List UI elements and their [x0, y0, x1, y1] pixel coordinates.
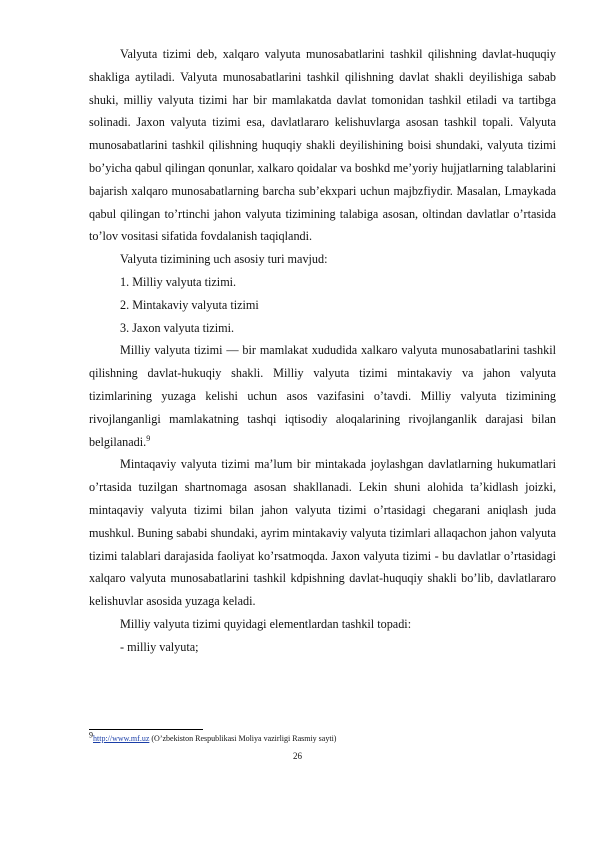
footnote-link[interactable]: http://www.mf.uz	[93, 734, 150, 743]
page-body	[89, 43, 556, 659]
footnote	[89, 730, 556, 744]
footnote-text: (O’zbekiston Respublikasi Moliya vazirligi Rasmiy sayti)	[149, 734, 337, 743]
paragraph-definition: Valyuta tizimi deb, xalqaro valyuta munosabatlarini tashkil qilishning davlat-huquqiy shakliga aytiladi. Valyuta munosabatlarini tashkil qilishning davlat shakli deyilishiga sabab shuki, milliy valyuta tizimi har bir mamlakatda davlat tomonidan tashkil etiladi va tartibga solinadi. Jaxon valyuta tizimi esa, davlatlararo kelishuvlarga asosan tashkil topali. Valyuta munosabatlarini tashkil qilishning huquqiy shakli deyilishining boisi shundaki, valyuta tizimi bo’yicha qabul qilingan qonunlar, xalkaro qoidalar va boshkd me’yoriy hujjatlarning talablarini bajarish xalqaro munosabatlarning barcha sub’ekxpari uchun majbzfiydir. Masalan, Lmaykada qabul qilingan to’rtinchi jahon valyuta tizimining talabiga asosan, oltindan davlatlar o’rtasida to’lov vositasi sifatida fovdalanish taqiqlandi.	[89, 47, 556, 244]
paragraph-national-text: Milliy valyuta tizimi — bir mamlakat xududida xalkaro valyuta munosabatlarini tashkil qilishning davlat-hukuqiy shakli. Milliy valyuta tizimi mintakaviy va jahon valyuta tizimlarining yuzaga kelishi uchun asos vazifasini o’tavdi. Milliy valyuta tizimining rivojlanganligi mamlakatning tashqi iqtisodiy aloqalarining rivojlanganlik darajasi bilan belgilanadi.	[89, 343, 556, 449]
paragraph-types-intro: Valyuta tizimining uch asosiy turi mavjud:	[120, 252, 328, 267]
paragraph-elements-intro: Milliy valyuta tizimi quyidagi elementlardan tashkil topadi:	[120, 616, 412, 631]
list-item-2: 2. Mintakaviy valyuta tizimi	[120, 297, 259, 312]
footnote-reference[interactable]: 9	[146, 433, 151, 443]
list-item-national-currency: - milliy valyuta;	[120, 639, 199, 654]
page-number: 26	[293, 751, 302, 761]
paragraph-regional-system: Mintaqaviy valyuta tizimi ma’lum bir mintakada joylashgan davlatlarning hukumatlari o’rtasida tuzilgan shartnomaga asosan shakllanadi. Lekin shuni alohida ta’kidlash joizki, mintaqaviy valyuta tizimi bilan jahon valyuta tizimi o’rtasidagi chegarani aniqlash juda mushkul. Buning sababi shundaki, ayrim mintakaviy valyuta tizimlari allaqachon jahon valyuta tizimi talablari darajasida faoliyat ko’rsatmoqda. Jaxon valyuta tizimi - bu davlatlar o’rtasidagi xalqaro valyuta munosabatlarini tashkil kdpishning davlat-huquqiy shakli bo’lib, davlatlararo kelishuvlar asosida yuzaga keladi.	[89, 457, 556, 609]
footnote-number: 9	[89, 730, 93, 740]
list-item-1: 1. Milliy valyuta tizimi.	[120, 274, 237, 289]
paragraph-national-system	[89, 339, 556, 453]
footnote-divider	[89, 729, 203, 730]
list-item-3: 3. Jaxon valyuta tizimi.	[120, 320, 235, 335]
